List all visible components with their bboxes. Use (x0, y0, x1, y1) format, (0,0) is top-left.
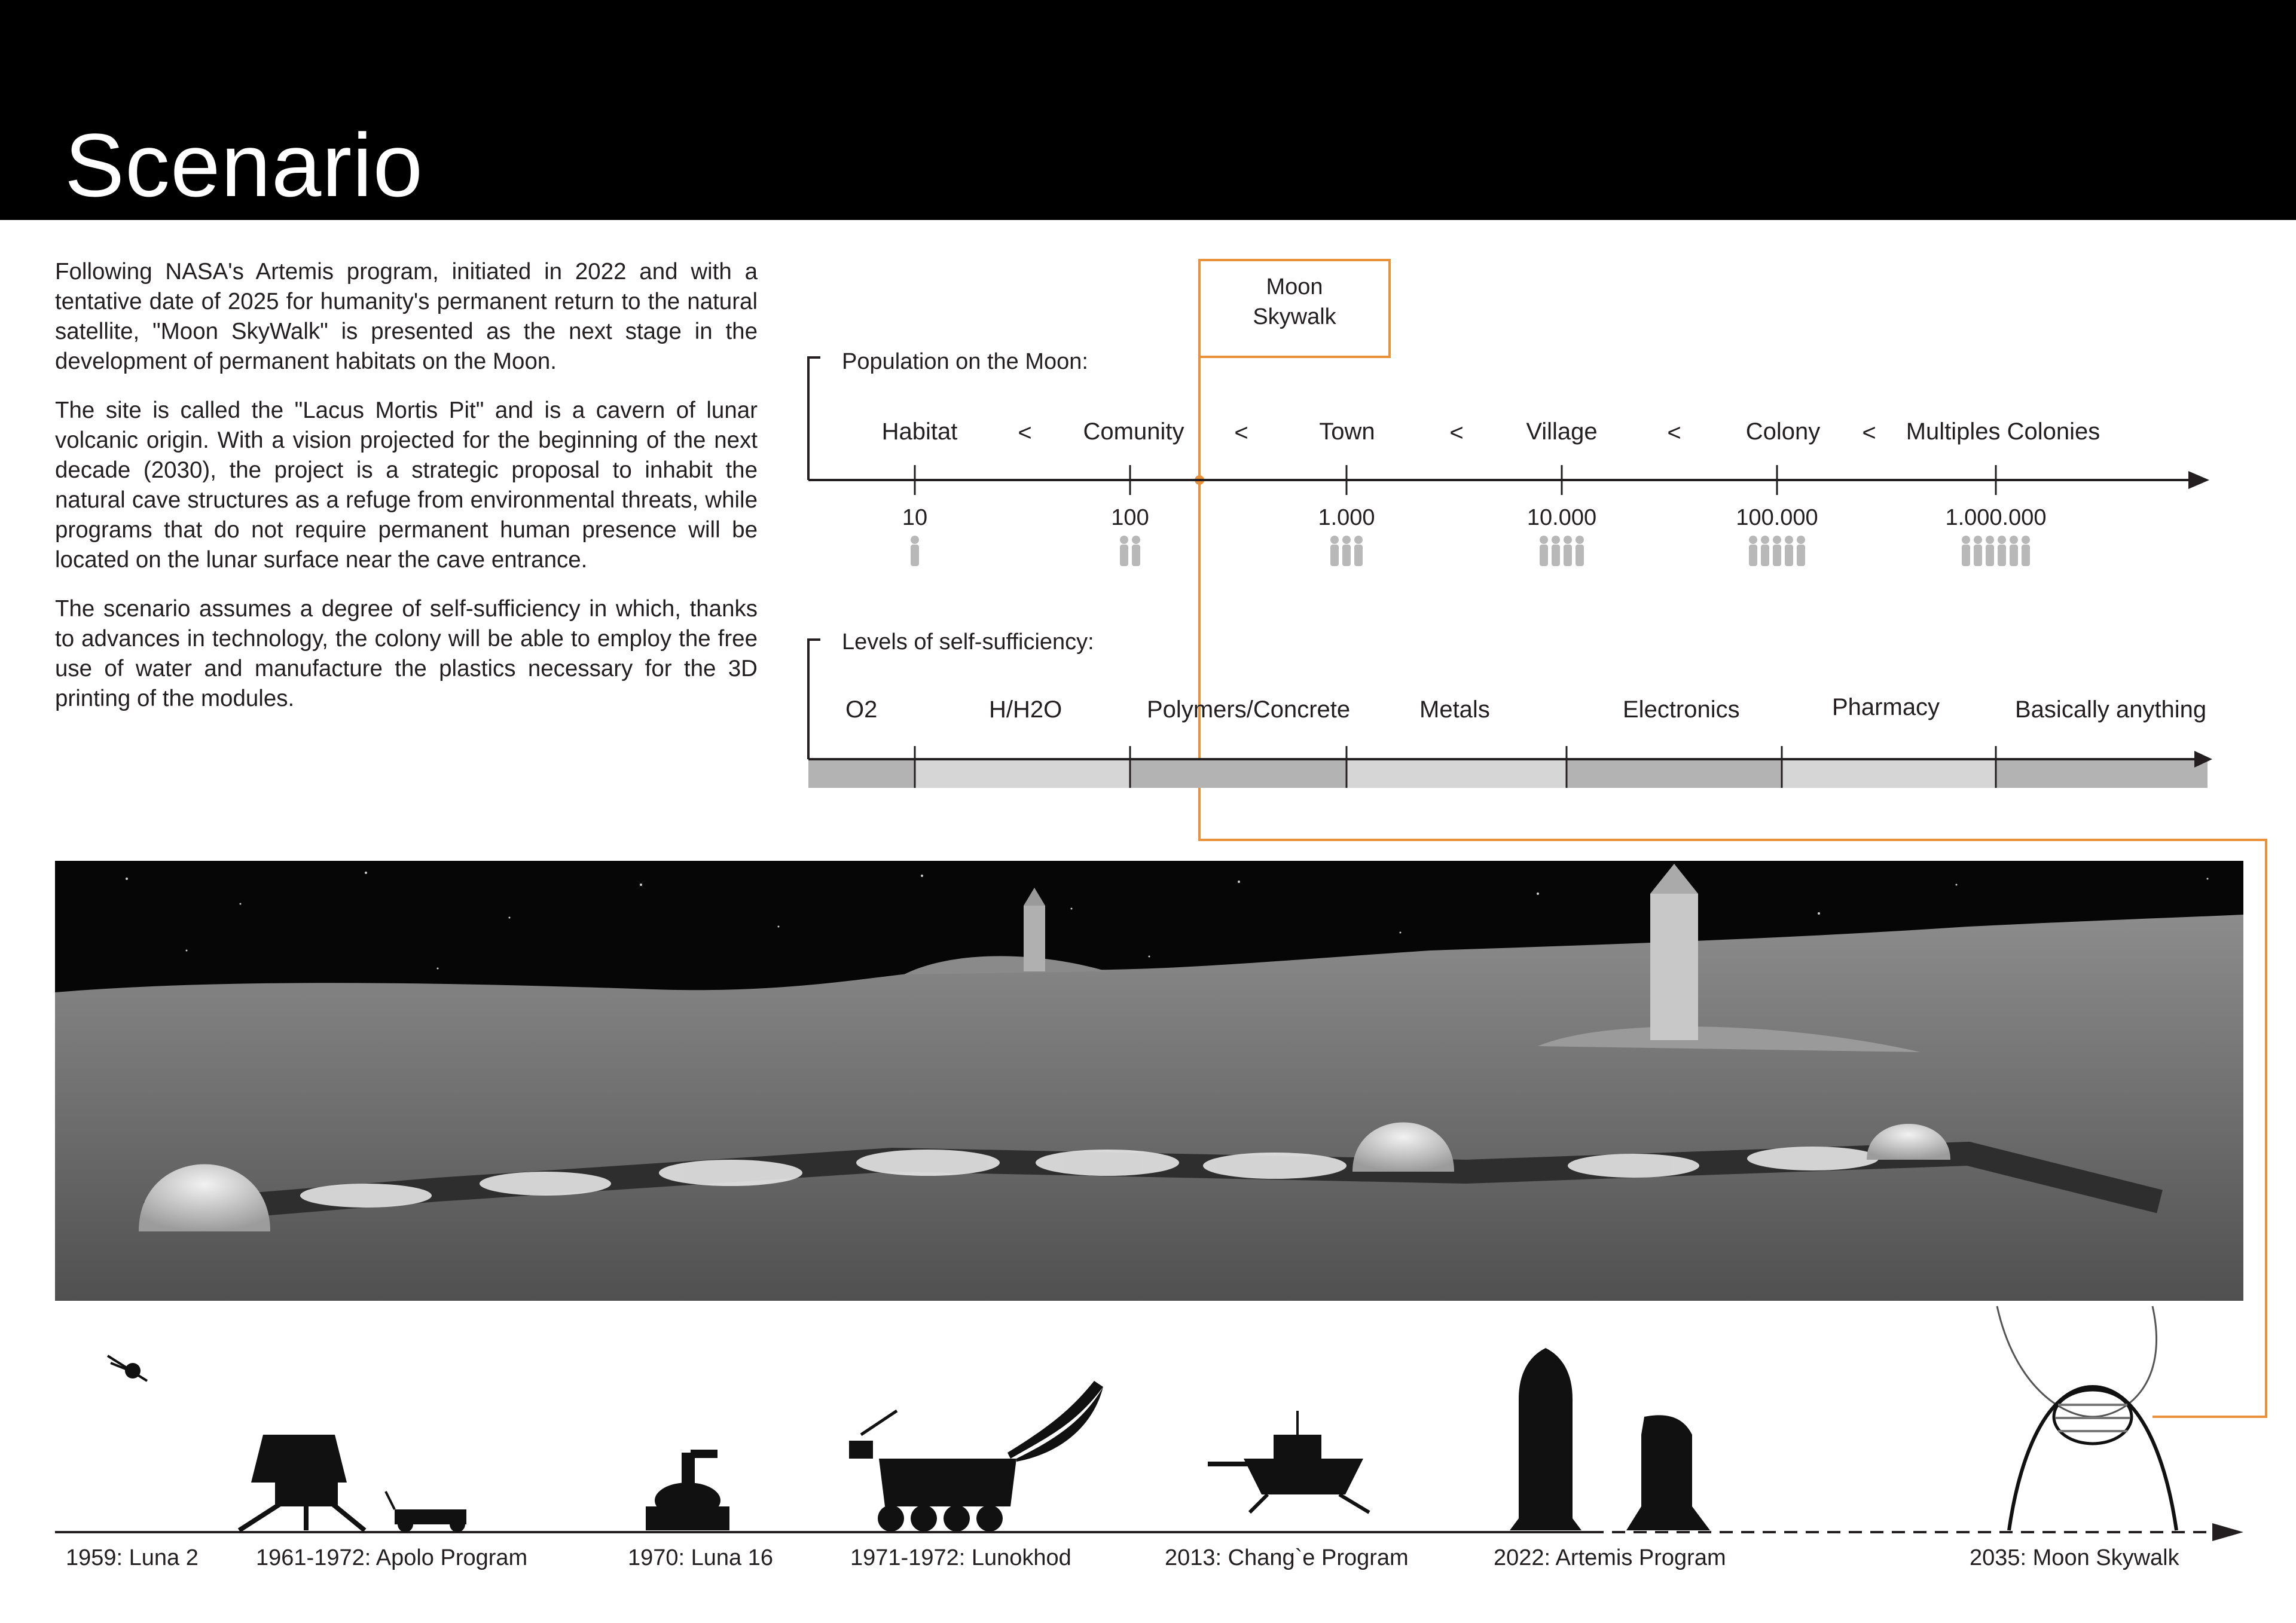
population-stage-label: Multiples Colonies (1906, 418, 2100, 445)
person-icon (1564, 536, 1572, 566)
timeline-event-label: 1970: Luna 16 (628, 1545, 774, 1570)
timeline-event-label: 2013: Chang`e Program (1165, 1545, 1409, 1570)
population-axis-arrow (2188, 471, 2209, 489)
self-sufficiency-heading: Levels of self-sufficiency: (842, 629, 1094, 655)
self-sufficiency-segment (1347, 759, 1567, 788)
population-value: 1.000.000 (1945, 505, 2047, 530)
timeline-event-label: 2022: Artemis Program (1494, 1545, 1726, 1570)
luna-2-probe-icon (108, 1356, 147, 1381)
person-icon (1342, 536, 1351, 566)
population-stage-label: Colony (1745, 418, 1821, 445)
lunokhod-rover-icon (849, 1381, 1103, 1532)
population-value: 10 (902, 505, 928, 530)
population-stage-label: Village (1526, 418, 1598, 445)
intro-paragraph: The scenario assumes a degree of self-sufficiency in which, thanks to advances in technology, the colony will be able to employ the free use of water and manufacture the plastics necessary for the 3D printing of the modules. (55, 596, 758, 711)
self-sufficiency-level: Pharmacy (1832, 694, 1940, 720)
self-sufficiency-level: Metals (1419, 696, 1490, 723)
self-sufficiency-segment (1782, 759, 1996, 788)
timeline-event-label: 1959: Luna 2 (66, 1545, 199, 1570)
population-stage-label: Town (1319, 418, 1375, 445)
timeline-event-label: 1961-1972: Apolo Program (256, 1545, 528, 1570)
self-sufficiency-level: Basically anything (2015, 696, 2207, 723)
person-icon (2022, 536, 2030, 566)
self-sufficiency-level: Electronics (1623, 696, 1740, 723)
person-icon (1974, 536, 1982, 566)
artemis-rocket-icon (1510, 1348, 1710, 1530)
person-icon (1120, 536, 1128, 566)
self-sufficiency-level: H/H2O (989, 696, 1062, 723)
person-icon (1749, 536, 1757, 566)
person-icon (911, 536, 919, 566)
marker-line-1: Moon (1266, 274, 1323, 299)
self-sufficiency-segment (808, 759, 915, 788)
person-icon (1552, 536, 1560, 566)
person-icon (1540, 536, 1548, 566)
person-icon (1773, 536, 1781, 566)
person-icon (1962, 536, 1970, 566)
marker-line-2: Skywalk (1253, 304, 1336, 329)
person-icon (1354, 536, 1363, 566)
person-icon (1998, 536, 2006, 566)
timeline-event-label: 2035: Moon Skywalk (1970, 1545, 2179, 1570)
population-stage-label: Habitat (881, 418, 958, 445)
population-value: 100.000 (1736, 505, 1818, 530)
intro-paragraph: Following NASA's Artemis program, initiated in 2022 and with a tentative date of 2025 for humanity's permanent return to the natural satellite, "Moon SkyWalk" is presented as the next stage in the development of permanent habitats on the Moon. (55, 259, 758, 374)
self-sufficiency-segment (1996, 759, 2208, 788)
change-lander-icon (1208, 1411, 1369, 1512)
person-icon (1785, 536, 1793, 566)
person-icon (1761, 536, 1769, 566)
person-icon (1797, 536, 1805, 566)
intro-paragraph: The site is called the "Lacus Mortis Pit" and is a cavern of lunar volcanic origin. With a vision projected for the beginning of the next decade (2030), the project is a strategic proposal to inhabit the natural cave structures as a refuge from environmental threats, while programs that do not require permanent human presence will be located on the lunar surface near the cave entrance. (55, 398, 758, 573)
person-icon (2010, 536, 2018, 566)
self-sufficiency-segment (1567, 759, 1782, 788)
population-separator: < (1234, 420, 1248, 446)
population-separator: < (1018, 420, 1032, 446)
luna-16-lander-icon (646, 1450, 729, 1530)
page-title: Scenario (65, 115, 424, 215)
person-icon (1132, 536, 1140, 566)
self-sufficiency-level: Polymers/Concrete (1147, 696, 1351, 723)
population-separator: < (1449, 420, 1464, 446)
population-value: 10.000 (1526, 505, 1597, 530)
self-sufficiency-level: O2 (845, 696, 878, 723)
timeline-event-label: 1971-1972: Lunokhod (850, 1545, 1071, 1570)
person-icon (1576, 536, 1584, 566)
person-icon (1986, 536, 1994, 566)
apollo-lander-icon (239, 1435, 466, 1532)
skywalk-arch-icon (1997, 1306, 2176, 1530)
population-separator: < (1862, 420, 1876, 446)
population-value: 1.000 (1318, 505, 1375, 530)
timeline-arrow (2212, 1523, 2243, 1541)
population-heading: Population on the Moon: (842, 349, 1088, 374)
population-separator: < (1667, 420, 1681, 446)
population-stage-label: Comunity (1083, 418, 1184, 445)
self-sufficiency-segment (1130, 759, 1347, 788)
person-icon (1330, 536, 1339, 566)
population-value: 100 (1111, 505, 1149, 530)
self-sufficiency-segment (915, 759, 1130, 788)
